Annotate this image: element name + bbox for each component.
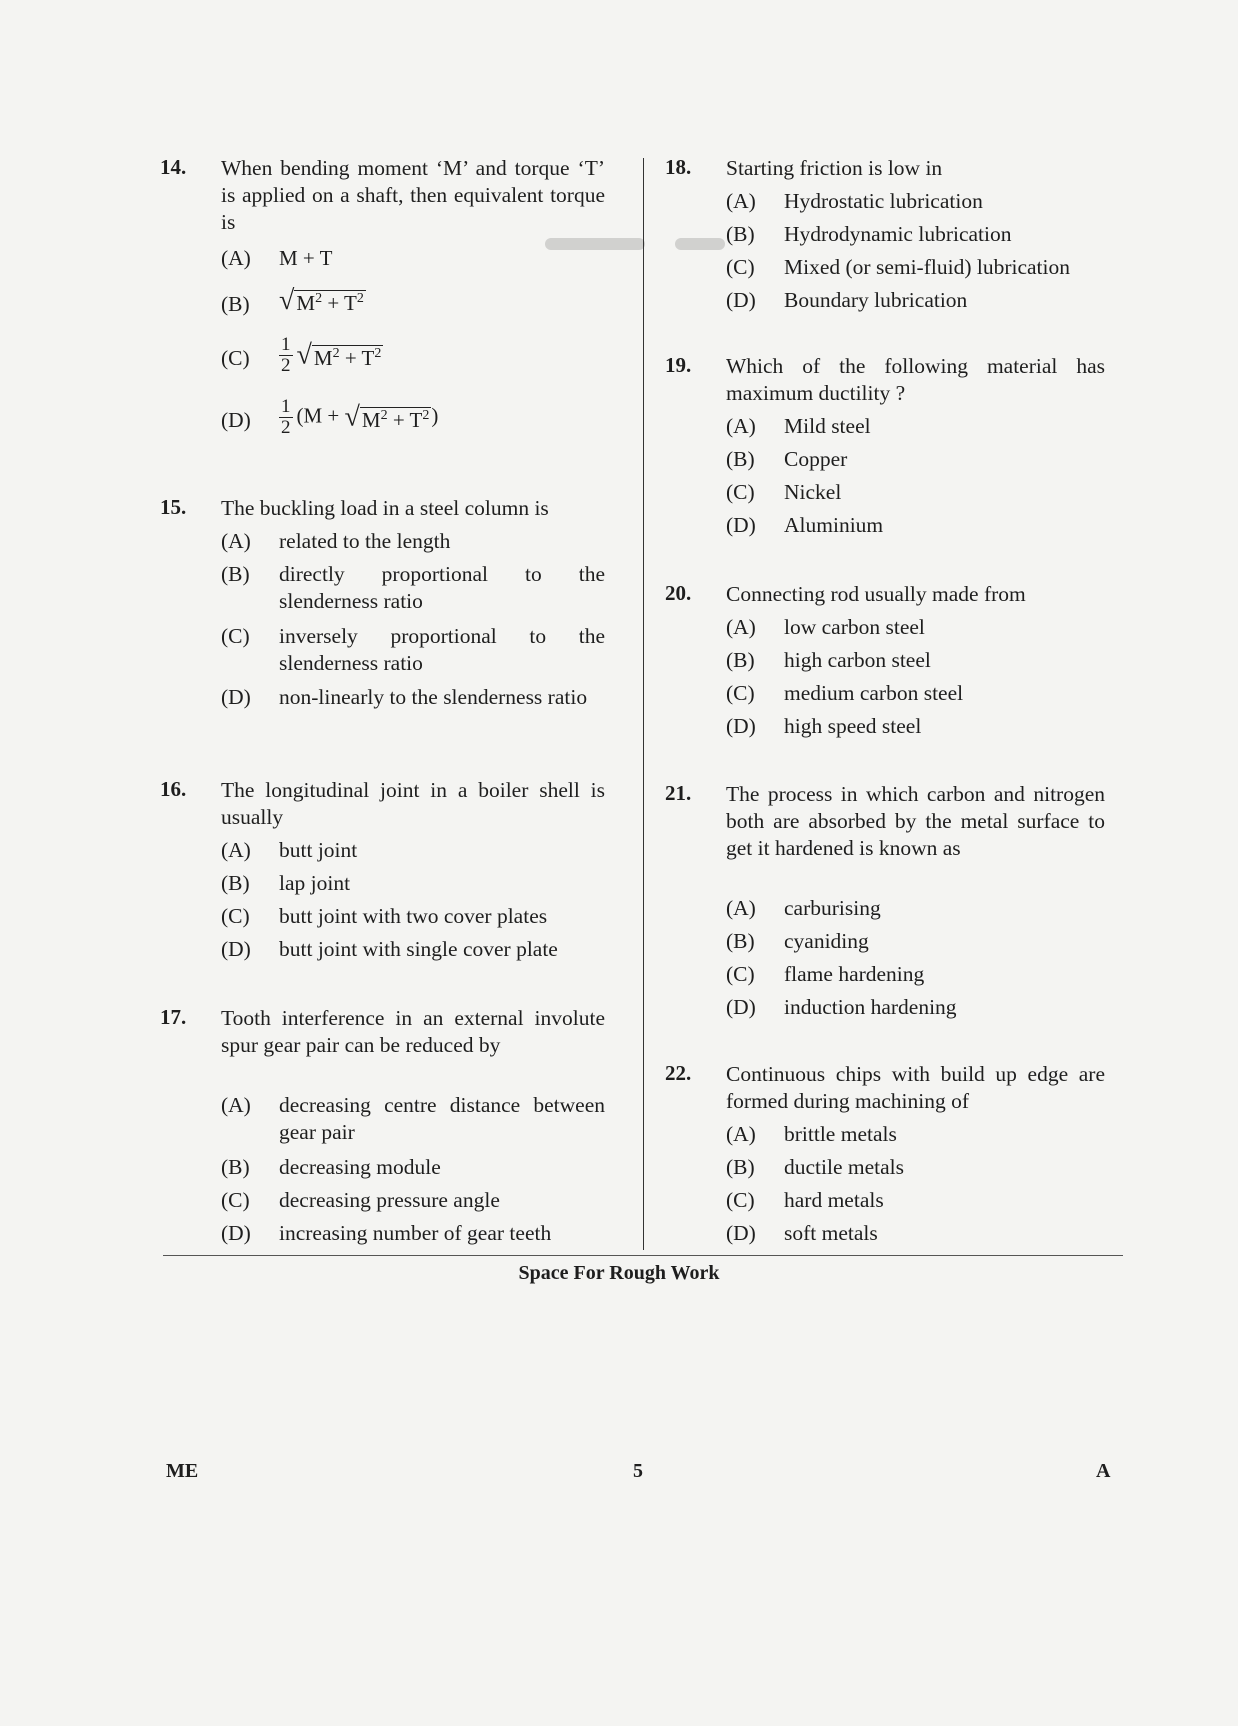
option-formula: $\frac{1}{2}$ $(M + √M^2 + T^2)$ [281, 396, 439, 438]
footer-subject-code: ME [166, 1460, 199, 1482]
option-label: (B) [221, 871, 250, 895]
option-label: (B) [726, 648, 755, 672]
option-text: decreasing centre distance between gear pair [279, 1093, 605, 1144]
option-text: decreasing pressure angle [279, 1188, 500, 1212]
option-text: Boundary lubrication [784, 288, 968, 312]
option-text: butt joint [279, 838, 358, 862]
option-label: (B) [221, 1155, 250, 1179]
option-text: butt joint with single cover plate [279, 937, 558, 961]
option-label: (A) [726, 414, 756, 438]
option-label: (A) [221, 246, 251, 270]
option-label: (A) [726, 896, 756, 920]
option-label: (C) [221, 624, 250, 648]
option-formula: $\frac{1}{2}$ $√M^2 + T^2$ [281, 334, 382, 376]
question-number: 21. [665, 781, 692, 805]
option-label: (D) [726, 288, 756, 312]
option-text: Nickel [784, 480, 842, 504]
option-text: Mixed (or semi-fluid) lubrication [784, 255, 1070, 279]
question-text: Tooth interference in an external involute spur gear pair can be reduced by [221, 1006, 605, 1057]
column-divider [643, 158, 644, 1250]
option-label: (A) [221, 1093, 251, 1117]
option-text: decreasing module [279, 1155, 441, 1179]
footer-series: A [1096, 1460, 1111, 1482]
option-label: (B) [221, 562, 250, 586]
option-text: brittle metals [784, 1122, 897, 1146]
option-label: (A) [726, 189, 756, 213]
option-text: hard metals [784, 1188, 884, 1212]
option-text: ductile metals [784, 1155, 905, 1179]
question-number: 19. [665, 353, 692, 377]
section-rule [163, 1255, 1123, 1256]
option-text: induction hardening [784, 995, 957, 1019]
option-label: (B) [726, 929, 755, 953]
question-number: 14. [160, 155, 187, 179]
option-text: Aluminium [784, 513, 884, 537]
option-label: (D) [726, 513, 756, 537]
option-label: (D) [726, 995, 756, 1019]
option-label: (B) [726, 1155, 755, 1179]
question-number: 22. [665, 1061, 692, 1085]
option-label: (D) [221, 408, 251, 432]
question-text: When bending moment ‘M’ and torque ‘T’ is applied on a shaft, then equivalent torque is [221, 156, 605, 234]
question-text: Continuous chips with build up edge are formed during machining of [726, 1062, 1105, 1113]
question-number: 15. [160, 495, 187, 519]
option-label: (C) [726, 681, 755, 705]
option-label: (A) [726, 615, 756, 639]
question-number: 16. [160, 777, 187, 801]
option-label: (B) [726, 222, 755, 246]
question-text: The longitudinal joint in a boiler shell is usually [221, 778, 605, 829]
option-text: lap joint [279, 871, 351, 895]
question-number: 17. [160, 1005, 187, 1029]
question-text: Which of the following material has maximum ductility ? [726, 354, 1105, 405]
option-text: Mild steel [784, 414, 871, 438]
option-text: low carbon steel [784, 615, 925, 639]
question-text: Starting friction is low in [726, 156, 943, 180]
option-text: directly proportional to the slenderness ratio [279, 562, 605, 613]
option-text: M + T [279, 246, 333, 270]
option-text: flame hardening [784, 962, 925, 986]
option-text: carburising [784, 896, 881, 920]
scan-smudge [675, 238, 725, 250]
option-text: butt joint with two cover plates [279, 904, 548, 928]
option-formula: $√M^2 + T^2$ [279, 285, 364, 316]
option-text: increasing number of gear teeth [279, 1221, 552, 1245]
option-label: (A) [221, 529, 251, 553]
option-text: non-linearly to the slenderness ratio [279, 685, 588, 709]
option-label: (C) [726, 480, 755, 504]
rough-work-label: Space For Rough Work [518, 1262, 720, 1284]
option-text: Hydrostatic lubrication [784, 189, 983, 213]
option-label: (C) [221, 1188, 250, 1212]
option-label: (C) [726, 1188, 755, 1212]
option-label: (D) [221, 937, 251, 961]
option-label: (A) [221, 838, 251, 862]
option-text: cyaniding [784, 929, 869, 953]
page-number: 5 [633, 1460, 643, 1482]
option-label: (D) [726, 714, 756, 738]
option-label: (C) [726, 255, 755, 279]
option-label: (A) [726, 1122, 756, 1146]
option-label: (B) [726, 447, 755, 471]
option-label: (C) [221, 904, 250, 928]
question-text: The buckling load in a steel column is [221, 496, 549, 520]
option-label: (D) [221, 1221, 251, 1245]
option-text: high carbon steel [784, 648, 931, 672]
question-text: The process in which carbon and nitrogen both are absorbed by the metal surface to get it hardened is known as [726, 782, 1105, 860]
option-label: (C) [726, 962, 755, 986]
option-label: (C) [221, 346, 250, 370]
question-number: 20. [665, 581, 692, 605]
option-text: Copper [784, 447, 848, 471]
question-number: 18. [665, 155, 692, 179]
option-label: (D) [221, 685, 251, 709]
option-label: (D) [726, 1221, 756, 1245]
option-text: related to the length [279, 529, 451, 553]
option-text: medium carbon steel [784, 681, 964, 705]
option-text: Hydrodynamic lubrication [784, 222, 1012, 246]
question-text: Connecting rod usually made from [726, 582, 1026, 606]
option-text: high speed steel [784, 714, 922, 738]
option-label: (B) [221, 292, 250, 316]
option-text: inversely proportional to the slenderness ratio [279, 624, 605, 675]
option-text: soft metals [784, 1221, 878, 1245]
